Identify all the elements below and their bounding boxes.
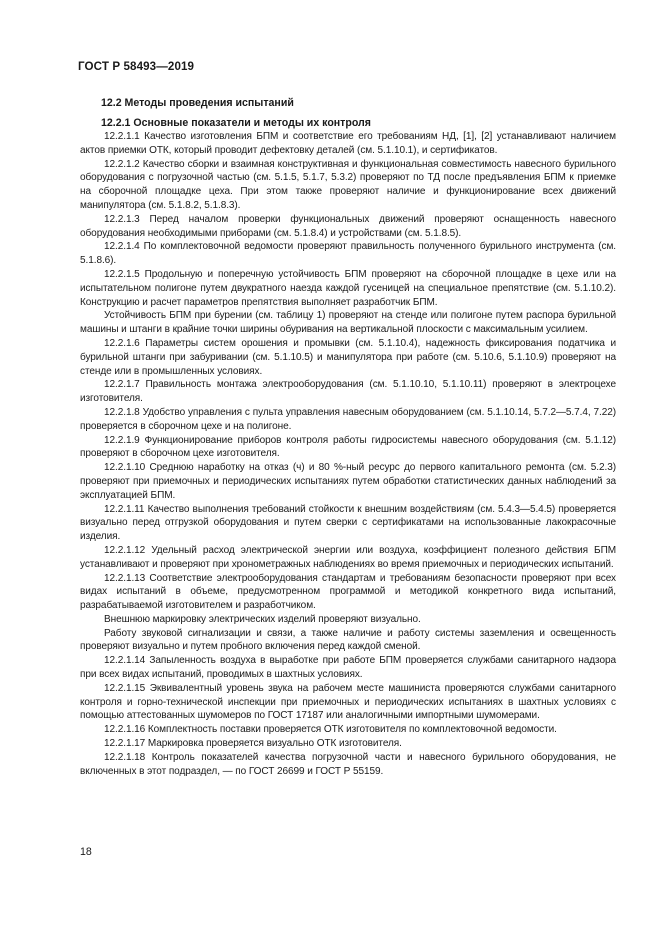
paragraph: 12.2.1.11 Качество выполнения требований стойкости к внешним воздействиям (см. 5.4.3—5.4.5) проверяется визуально перед отгрузкой оборудования и путем сверки с сертификатами на использованные лакокрасочные изделия. (80, 503, 616, 543)
body-text (80, 130, 616, 778)
paragraph: Внешнюю маркировку электрических изделий проверяют визуально. (104, 613, 421, 625)
paragraph: 12.2.1.6 Параметры систем орошения и промывки (см. 5.1.10.4), надежность фиксирования податчика и бурильной штанги при забуривании (см. 5.1.10.5) и манипулятора при работе (см. 5.10.6, 5.1.10.9) проверяют на стенде или в промышленных условиях. (80, 337, 616, 377)
paragraph: 12.2.1.13 Соответствие электрооборудования стандартам и требованиям безопасности проверяют при всех видах испытаний в объеме, предусмотренном программой и методикой конкретного вида испытаний, разрабатываемой изготовителем и разработчиком. (80, 572, 616, 612)
paragraph: 12.2.1.1 Качество изготовления БПМ и соответствие его требованиям НД, [1], [2] устанавливают наличием актов приемки ОТК, который проводит дефектовку деталей (см. 5.1.10.1), и сертификатов. (80, 131, 616, 156)
paragraph: 12.2.1.10 Среднюю наработку на отказ (ч) и 80 %-ный ресурс до первого капитального ремонта (см. 5.2.3) проверяют при приемочных и периодических испытаниях путем обработки статистических данных наблюдений за эксплуатацией БПМ. (80, 462, 616, 501)
paragraph: 12.2.1.5 Продольную и поперечную устойчивость БПМ проверяют на сборочной площадке в цехе или на испытательном полигоне путем двукратного наезда каждой гусеницей на специальное препятствие (см. 5.1.10.2). Конструкцию и расчет параметров препятствия выполняет разработчик БПМ. (80, 268, 616, 308)
paragraph: 12.2.1.9 Функционирование приборов контроля работы гидросистемы навесного оборудования (см. 5.1.12) проверяют в сборочном цехе изготовителя. (80, 434, 616, 460)
paragraph: 12.2.1.7 Правильность монтажа электрооборудования (см. 5.1.10.10, 5.1.10.11) проверяют в электроцехе изготовителя. (80, 379, 616, 405)
paragraph: 12.2.1.15 Эквивалентный уровень звука на рабочем месте машиниста проверяются службами санитарного контроля и горно-технической инспекции при приемочных и периодических испытаниях в шахтных условиях с помощью аттестованных шумомеров по ГОСТ 17187 или аналогичными импортными шумомерами. (80, 682, 616, 722)
paragraph: Работу звуковой сигнализации и связи, а также наличие и работу системы заземления и освещенность проверяют визуально и путем пробного включения перед каждой сменой. (80, 627, 616, 653)
paragraph: 12.2.1.12 Удельный расход электрической энергии или воздуха, коэффициент полезного действия БПМ устанавливают и проверяют при хронометражных наблюдениях во время приемочных и периодических испытаний. (80, 544, 616, 570)
paragraph: 12.2.1.14 Запыленность воздуха в выработке при работе БПМ проверяется службами санитарного надзора при всех видах испытаний, проводимых в шахтных условиях. (80, 655, 616, 681)
paragraph: 12.2.1.16 Комплектность поставки проверяется ОТК изготовителя по комплектовочной ведомости. (104, 724, 557, 736)
paragraph: 12.2.1.3 Перед началом проверки функциональных движений проверяют оснащенность навесного оборудования необходимыми приборами (см. 5.1.8.4) и устройствами (см. 5.1.8.5). (80, 213, 616, 239)
paragraph: 12.2.1.2 Качество сборки и взаимная конструктивная и функциональная совместимость навесного бурильного оборудования с погрузочной частью (см. 5.1.5, 5.1.7, 5.3.2) проверяют по ТД после предъявления БПМ к приемке на сборочной площадке цеха. При этом также проверяют наличие и функционирование всех движений манипулятора (см. 5.1.8.2, 5.1.8.3). (80, 158, 616, 211)
section-heading: 12.2 Методы проведения испытаний (101, 97, 294, 109)
paragraph: Устойчивость БПМ при бурении (см. таблицу 1) проверяют на стенде или полигоне путем распора бурильной машины и штанги в крайние точки ширины обуривания на вертикальной плоскости с максимальным усилием. (80, 310, 616, 336)
subsection-heading: 12.2.1 Основные показатели и методы их контроля (101, 117, 371, 129)
paragraph: 12.2.1.17 Маркировка проверяется визуально ОТК изготовителя. (104, 738, 402, 750)
paragraph: 12.2.1.4 По комплектовочной ведомости проверяют правильность полученного бурильного инструмента (см. 5.1.8.6). (80, 241, 616, 267)
page-number: 18 (80, 846, 92, 858)
document-header: ГОСТ Р 58493—2019 (78, 60, 195, 73)
paragraph: 12.2.1.8 Удобство управления с пульта управления навесным оборудованием (см. 5.1.10.14, 5.7.2—5.7.4, 7.22) проверяется в сборочном цехе и на полигоне. (80, 406, 616, 432)
paragraph: 12.2.1.18 Контроль показателей качества погрузочной части и навесного бурильного оборудования, не включенных в этот подраздел, — по ГОСТ 26699 и ГОСТ Р 55159. (80, 751, 616, 777)
